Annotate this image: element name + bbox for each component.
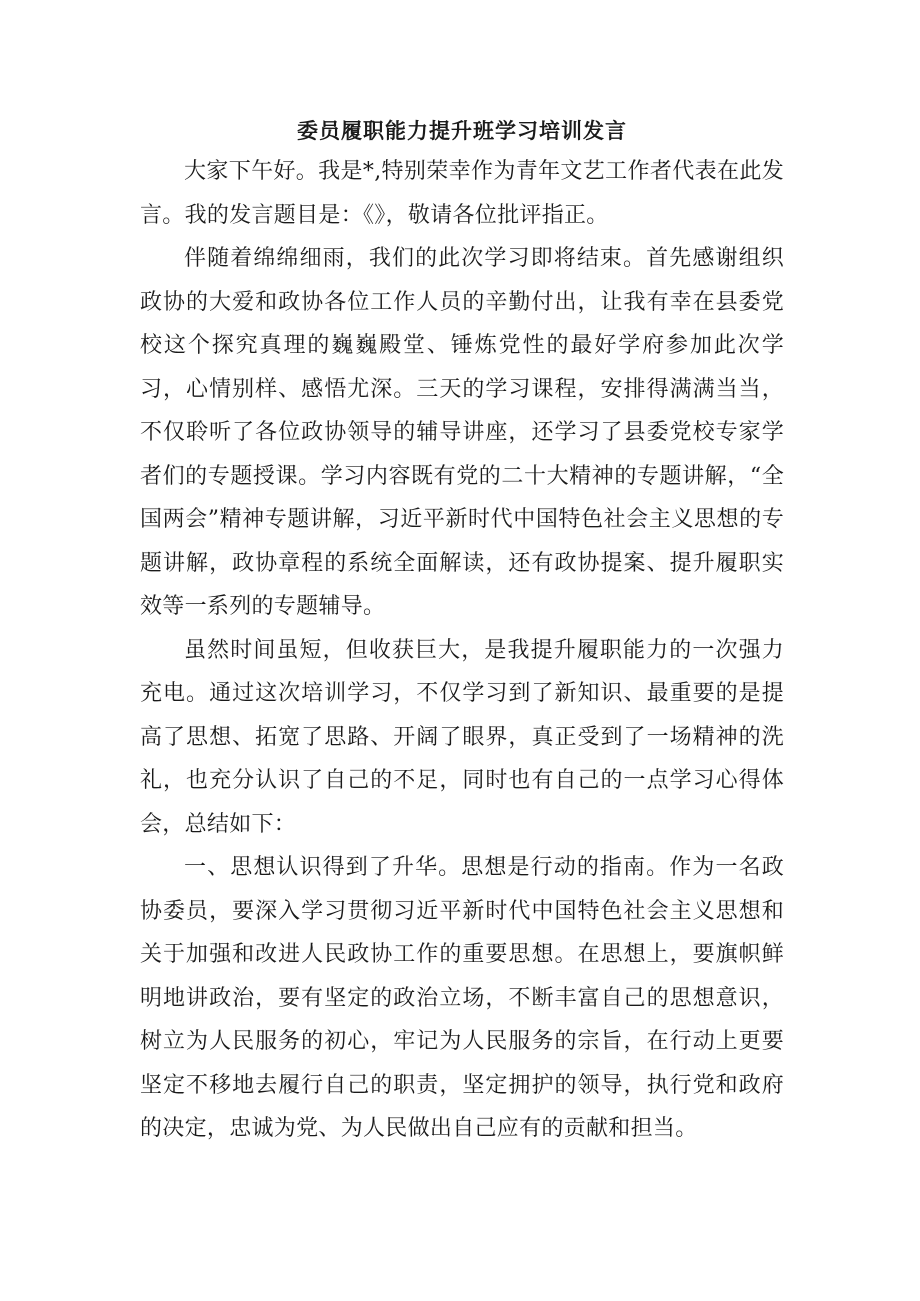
paragraph-point-one: 一、思想认识得到了升华。思想是行动的指南。作为一名政协委员，要深入学习贯彻习近平新时代中国特色社会主义思想和关于加强和改进人民政协工作的重要思想。在思想上，要旗帜鲜明地讲政治，要有坚定的政治立场，不断丰富自己的思想意识，树立为人民服务的初心，牢记为人民服务的宗旨，在行动上更要坚定不移地去履行自己的职责，坚定拥护的领导，执行党和政府的决定，忠诚为党、为人民做出自己应有的贡献和担当。 bbox=[140, 855, 784, 1141]
paragraph-study-review: 伴随着绵绵细雨，我们的此次学习即将结束。首先感谢组织政协的大爱和政协各位工作人员的辛勤付出，让我有幸在县委党校这个探究真理的巍巍殿堂、锤炼党性的最好学府参加此次学习，心情别样、感悟尤深。三天的学习课程，安排得满满当当，不仅聆听了各位政协领导的辅导讲座，还学习了县委党校专家学者们的专题授课。学习内容既有党的二十大精神的专题讲解，“全国两会”精神专题讲解，习近平新时代中国特色社会主义思想的专题讲解，政协章程的系统全面解读，还有政协提案、提升履职实效等一系列的专题辅导。 bbox=[140, 246, 784, 619]
paragraph-greeting: 大家下午好。我是*,特别荣幸作为青年文艺工作者代表在此发言。我的发言题目是：《》，敬请各位批评指正。 bbox=[140, 159, 784, 228]
paragraph-gains: 虽然时间虽短，但收获巨大，是我提升履职能力的一次强力充电。通过这次培训学习，不仅学习到了新知识、最重要的是提高了思想、拓宽了思路、开阔了眼界，真正受到了一场精神的洗礼，也充分认识了自己的不足，同时也有自己的一点学习心得体会，总结如下： bbox=[140, 637, 784, 837]
page-title: 委员履职能力提升班学习培训发言 bbox=[297, 119, 627, 143]
document-page bbox=[140, 110, 784, 1151]
